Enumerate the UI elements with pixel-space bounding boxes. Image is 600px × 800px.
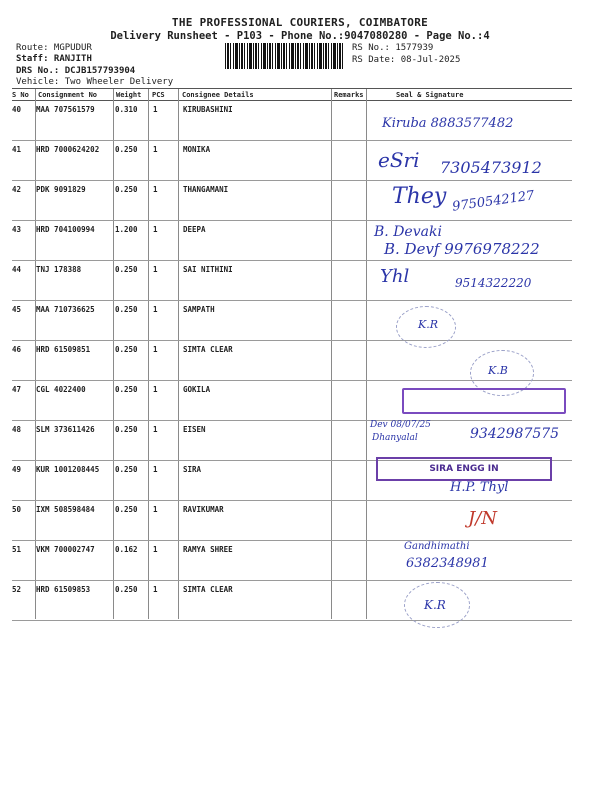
signature-40: Kiruba 8883577482 (382, 116, 514, 131)
row-consignment: SLM 373611426 (36, 425, 95, 434)
route-label: Route: MGPUDUR (16, 43, 92, 53)
row-pcs: 1 (153, 105, 158, 114)
row-weight: 0.250 (115, 265, 138, 274)
signature-51-phone: 6382348981 (406, 556, 489, 571)
row-consignment: TNJ 178388 (36, 265, 82, 274)
col-sno: S No (12, 91, 29, 99)
vehicle-label: Vehicle: Two Wheeler Delivery (16, 77, 174, 87)
signature-42-phone: 9750542127 (451, 188, 536, 215)
row-sno: 43 (12, 225, 22, 234)
row-sno: 50 (12, 505, 22, 514)
signature-49: H.P. Thyl (450, 480, 509, 495)
rs-date: RS Date: 08-Jul-2025 (352, 55, 461, 65)
signature-43: B. Devaki (374, 224, 442, 240)
col-seal: Seal & Signature (396, 91, 464, 99)
row-weight: 0.162 (115, 545, 138, 554)
row-pcs: 1 (153, 425, 158, 434)
signature-41: eSri (378, 148, 420, 172)
table-top-rule (12, 88, 572, 89)
row-consignee: SIMTA CLEAR (183, 345, 233, 354)
signature-45: K.R (418, 318, 438, 331)
row-consignment: HRD 61509851 (36, 345, 91, 354)
sira-stamp: SIRA ENGG IN (376, 457, 552, 481)
signature-44-phone: 9514322220 (455, 276, 532, 290)
signature-42: They (392, 184, 447, 209)
company-stamp (402, 388, 566, 414)
row-weight: 0.250 (115, 585, 138, 594)
row-consignment: CGL 4022400 (36, 385, 86, 394)
row-consignment: KUR 1001208445 (36, 465, 100, 474)
row-consignee: SAI NITHINI (183, 265, 233, 274)
row-pcs: 1 (153, 505, 158, 514)
row-pcs: 1 (153, 145, 158, 154)
col-pcs: PCS (152, 91, 165, 99)
col-remarks: Remarks (334, 91, 364, 99)
rs-number: RS No.: 1577939 (352, 43, 434, 53)
row-pcs: 1 (153, 305, 158, 314)
row-sno: 51 (12, 545, 22, 554)
barcode-graphic (225, 43, 345, 69)
row-sno: 41 (12, 145, 22, 154)
row-consignee: RAVIKUMAR (183, 505, 224, 514)
row-consignment: HRD 61509853 (36, 585, 91, 594)
row-pcs: 1 (153, 185, 158, 194)
row-consignment: HRD 704100994 (36, 225, 95, 234)
row-consignment: MAA 707561579 (36, 105, 95, 114)
row-sno: 52 (12, 585, 22, 594)
row-consignee: SAMPATH (183, 305, 215, 314)
row-consignment: PDK 9091829 (36, 185, 86, 194)
row-sno: 49 (12, 465, 22, 474)
signature-44: Yhl (380, 266, 410, 287)
signature-46: K.B (488, 364, 508, 377)
row-pcs: 1 (153, 345, 158, 354)
table-row (12, 580, 572, 621)
row-consignee: MONIKA (183, 145, 211, 154)
row-consignee: SIMTA CLEAR (183, 585, 233, 594)
row-consignment: MAA 710736625 (36, 305, 95, 314)
signature-48-phone: 9342987575 (470, 426, 560, 442)
runsheet-subtitle: Delivery Runsheet - P103 - Phone No.:9047080280 - Page No.:4 (110, 30, 490, 42)
staff-label: Staff: RANJITH (16, 54, 92, 64)
row-sno: 47 (12, 385, 22, 394)
row-consignee: KIRUBASHINI (183, 105, 233, 114)
signature-51: Gandhimathi (404, 541, 470, 552)
row-sno: 44 (12, 265, 22, 274)
row-weight: 0.250 (115, 425, 138, 434)
signature-52: K.R (424, 598, 446, 612)
row-consignment: HRD 7000624202 (36, 145, 100, 154)
signature-48-date: Dev 08/07/25 (370, 420, 431, 430)
row-consignee: GOKILA (183, 385, 211, 394)
row-pcs: 1 (153, 385, 158, 394)
row-weight: 0.250 (115, 345, 138, 354)
row-consignee: EISEN (183, 425, 206, 434)
row-weight: 0.250 (115, 305, 138, 314)
row-sno: 48 (12, 425, 22, 434)
row-sno: 42 (12, 185, 22, 194)
company-title: THE PROFESSIONAL COURIERS, COIMBATORE (171, 16, 429, 29)
col-consignment: Consignment No (38, 91, 98, 99)
row-weight: 0.250 (115, 385, 138, 394)
signature-41-phone: 7305473912 (440, 158, 542, 177)
row-pcs: 1 (153, 545, 158, 554)
row-sno: 45 (12, 305, 22, 314)
row-consignee: DEEPA (183, 225, 206, 234)
row-pcs: 1 (153, 465, 158, 474)
table-row (12, 300, 572, 341)
col-weight: Weight (116, 91, 142, 99)
row-consignee: THANGAMANI (183, 185, 229, 194)
row-pcs: 1 (153, 225, 158, 234)
row-sno: 40 (12, 105, 22, 114)
row-pcs: 1 (153, 265, 158, 274)
row-weight: 1.200 (115, 225, 138, 234)
row-pcs: 1 (153, 585, 158, 594)
row-weight: 0.250 (115, 145, 138, 154)
col-consignee: Consignee Details (182, 91, 254, 99)
drs-number: DRS No.: DCJB157793904 (16, 66, 136, 76)
row-weight: 0.310 (115, 105, 138, 114)
row-consignee: RAMYA SHREE (183, 545, 233, 554)
row-sno: 46 (12, 345, 22, 354)
signature-43-phone: B. Devf 9976978222 (384, 240, 540, 258)
row-weight: 0.250 (115, 185, 138, 194)
signature-50: J/N (468, 508, 498, 529)
row-consignment: VKM 700002747 (36, 545, 95, 554)
row-consignee: SIRA (183, 465, 202, 474)
row-consignment: IXM 508598484 (36, 505, 95, 514)
row-weight: 0.250 (115, 465, 138, 474)
row-weight: 0.250 (115, 505, 138, 514)
signature-48-name: Dhanyalal (372, 433, 418, 443)
